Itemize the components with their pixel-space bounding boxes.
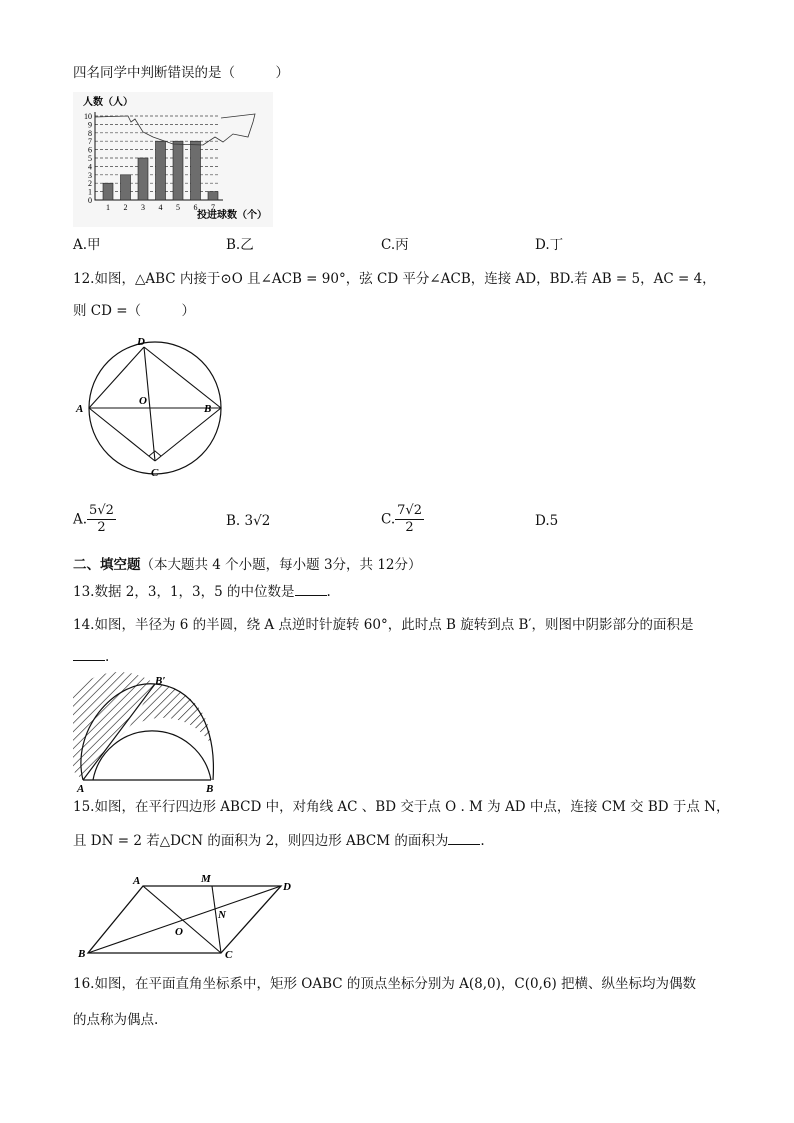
q11-option-d: D.丁: [535, 237, 564, 253]
bar-3: [138, 158, 148, 200]
chart-ylabel: 人数（人）: [83, 97, 133, 108]
label-C15: C: [225, 949, 233, 960]
label-O: O: [139, 395, 147, 407]
q11-option-b: B.乙: [226, 237, 254, 253]
q13: 13.数据 2，3，1，3，5 的中位数是 .: [73, 584, 331, 600]
q16-line1: 16.如图，在平面直角坐标系中，矩形 OABC 的顶点坐标分别为 A(8,0)，C(0,6) 把横、纵坐标均为偶数: [73, 976, 697, 992]
bar-7: [208, 192, 218, 200]
x-tick-label: 5: [176, 203, 180, 212]
y-tick-label: 9: [88, 120, 92, 130]
chart-xlabel: 投进球数（个）: [197, 210, 267, 221]
y-tick-label: 0: [88, 196, 92, 205]
q12-option-a: A. $\frac{5√2}{2}$: [73, 503, 114, 536]
bar-1: [103, 183, 113, 200]
label-B15: B: [78, 948, 86, 960]
label-D: D: [137, 336, 145, 348]
section2-heading: 二、填空题（本大题共 4 个小题，每小题 3分，共 12分）: [73, 557, 422, 573]
label-A14: A: [77, 783, 85, 794]
label-B: B: [204, 403, 212, 415]
label-C: C: [151, 467, 159, 479]
q16-line2: 的点称为偶点.: [73, 1012, 159, 1028]
q12-stem-line2: 则 CD =（ ）: [73, 303, 196, 319]
y-tick-label: 3: [88, 170, 92, 180]
q12-option-d: D.5: [535, 513, 559, 529]
y-tick-label: 7: [88, 137, 92, 147]
bar-5: [173, 141, 183, 200]
y-tick-label: 1: [88, 187, 92, 197]
x-tick-label: 6: [193, 203, 198, 212]
x-tick-label: 1: [106, 203, 110, 212]
label-M: M: [201, 873, 211, 885]
label-D15: D: [283, 881, 291, 893]
y-tick-label: 5: [88, 154, 92, 163]
semicircle-figure: [73, 672, 223, 794]
q11-stem: 四名同学中判断错误的是（ ）: [73, 65, 289, 81]
q11-option-a: A.甲: [73, 237, 101, 253]
q12-option-c: C. $\frac{7√2}{2}$: [381, 503, 422, 536]
label-N: N: [218, 909, 226, 921]
label-A: A: [76, 403, 84, 415]
q15-line1: 15.如图，在平行四边形 ABCD 中，对角线 AC 、BD 交于点 O . M 为 AD 中点，连接 CM 交 BD 于点 N，: [73, 799, 730, 815]
q15-line2: 且 DN = 2 若△DCN 的面积为 2，则四边形 ABCM 的面积为 .: [73, 833, 485, 849]
q14-line2: .: [73, 648, 109, 665]
q12-stem-line1: 12.如图，△ABC 内接于⊙O 且∠ACB = 90°，弦 CD 平分∠ACB，连接 AD，BD.若 AB = 5，AC = 4，: [73, 271, 716, 287]
y-tick-label: 6: [88, 145, 92, 155]
parallelogram-figure: [73, 868, 303, 960]
circle-figure: [73, 334, 223, 479]
bar-chart: [73, 92, 273, 227]
bar-6: [191, 141, 201, 200]
label-A15: A: [133, 875, 141, 887]
label-B14: B: [206, 783, 214, 794]
x-tick-label: 7: [211, 203, 215, 212]
label-Bp: B′: [155, 675, 166, 687]
q12-option-b: B. 3√2: [226, 513, 271, 529]
x-tick-label: 3: [141, 203, 145, 212]
bar-2: [121, 175, 131, 200]
x-tick-label: 4: [158, 203, 163, 212]
x-tick-label: 2: [123, 203, 128, 212]
q11-option-c: C.丙: [381, 237, 409, 253]
bar-4: [156, 141, 166, 200]
label-O15: O: [175, 926, 183, 938]
q14-line1: 14.如图，半径为 6 的半圆，绕 A 点逆时针旋转 60°，此时点 B 旋转到点 B′，则图中阴影部分的面积是: [73, 617, 694, 633]
y-tick-label: 8: [88, 128, 92, 138]
y-tick-label: 2: [88, 179, 92, 189]
y-tick-label: 4: [88, 162, 92, 172]
y-tick-label: 10: [84, 112, 92, 121]
